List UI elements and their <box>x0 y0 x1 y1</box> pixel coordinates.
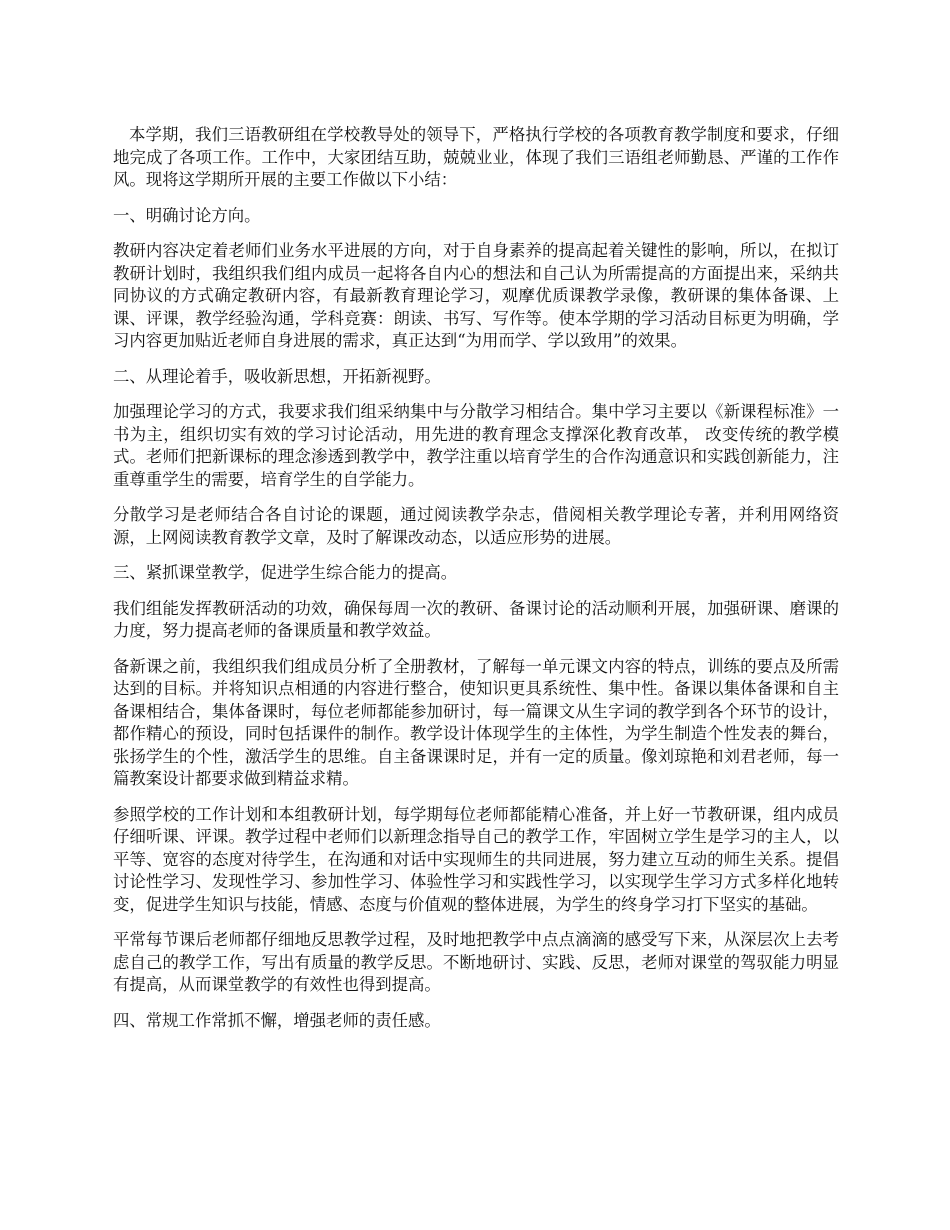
paragraph: 我们组能发挥教研活动的功效，确保每周一次的教研、备课讨论的活动顺利开展，加强研课、磨课的力度，努力提高老师的备课质量和教学效益。 <box>113 598 839 640</box>
paragraph: 平常每节课后老师都仔细地反思教学过程，及时地把教学中点点滴滴的感受写下来，从深层次上去考虑自己的教学工作，写出有质量的教学反思。不断地研讨、实践、反思，老师对课堂的驾驭能力明显有提高，从而课堂教学的有效性也得到提高。 <box>113 930 839 994</box>
paragraph: 备新课之前，我组织我们组成员分析了全册教材，了解每一单元课文内容的特点，训练的要点及所需达到的目标。并将知识点相通的内容进行整合，使知识更具系统性、集中性。备课以集体备课和自主备课相结合，集体备课时，每位老师都能参加研讨，每一篇课文从生字词的教学到各个环节的设计，都作精心的预设，同时包括课件的制作。教学设计体现学生的主体性，为学生制造个性发表的舞台，张扬学生的个性，激活学生的思维。自主备课课时足，并有一定的质量。像刘琼艳和刘君老师，每一篇教案设计都要求做到精益求精。 <box>113 656 839 788</box>
intro-paragraph: 本学期，我们三语教研组在学校教导处的领导下，严格执行学校的各项教育教学制度和要求，仔细地完成了各项工作。工作中，大家团结互助，兢兢业业，体现了我们三语组老师勤恳、严谨的工作作风。现将这学期所开展的主要工作做以下小结： <box>113 125 839 189</box>
document-body <box>113 124 839 1045</box>
paragraph: 加强理论学习的方式，我要求我们组采纳集中与分散学习相结合。集中学习主要以《新课程标准》一书为主，组织切实有效的学习讨论活动，用先进的教育理念支撑深化教育改革， 改变传统的教学模式。老师们把新课标的理念渗透到教学中，教学注重以培育学生的合作沟通意识和实践创新能力，注重尊重学生的需要，培育学生的自学能力。 <box>113 402 839 489</box>
paragraph: 参照学校的工作计划和本组教研计划，每学期每位老师都能精心准备，并上好一节教研课，组内成员仔细听课、评课。教学过程中老师们以新理念指导自己的教学工作，牢固树立学生是学习的主人，以平等、宽容的态度对待学生，在沟通和对话中实现师生的共同进展，努力建立互动的师生关系。提倡讨论性学习、发现性学习、参加性学习、体验性学习和实践性学习，以实现学生学习方式多样化地转变，促进学生知识与技能，情感、态度与价值观的整体进展，为学生的终身学习打下坚实的基础。 <box>113 804 839 914</box>
section-heading-1: 一、明确讨论方向。 <box>113 205 261 225</box>
section-heading-4: 四、常规工作常抓不懈，增强老师的责任感。 <box>113 1010 441 1030</box>
paragraph: 分散学习是老师结合各自讨论的课题，通过阅读教学杂志，借阅相关教学理论专著，并利用网络资源，上网阅读教育教学文章，及时了解课改动态，以适应形势的进展。 <box>113 505 839 547</box>
paragraph: 教研内容决定着老师们业务水平进展的方向，对于自身素养的提高起着关键性的影响，所以，在拟订教研计划时，我组织我们组内成员一起将各自内心的想法和自己认为所需提高的方面提出来，采纳共同协议的方式确定教研内容，有最新教育理论学习，观摩优质课教学录像，教研课的集体备课、上课、评课，教学经验沟通，学科竞赛：朗读、书写、写作等。使本学期的学习活动目标更为明确，学习内容更加贴近老师自身进展的需求，真正达到“为用而学、学以致用”的效果。 <box>113 241 839 350</box>
section-heading-3: 三、紧抓课堂教学，促进学生综合能力的提高。 <box>113 563 458 582</box>
section-heading-2: 二、从理论着手，吸收新思想，开拓新视野。 <box>113 366 441 386</box>
